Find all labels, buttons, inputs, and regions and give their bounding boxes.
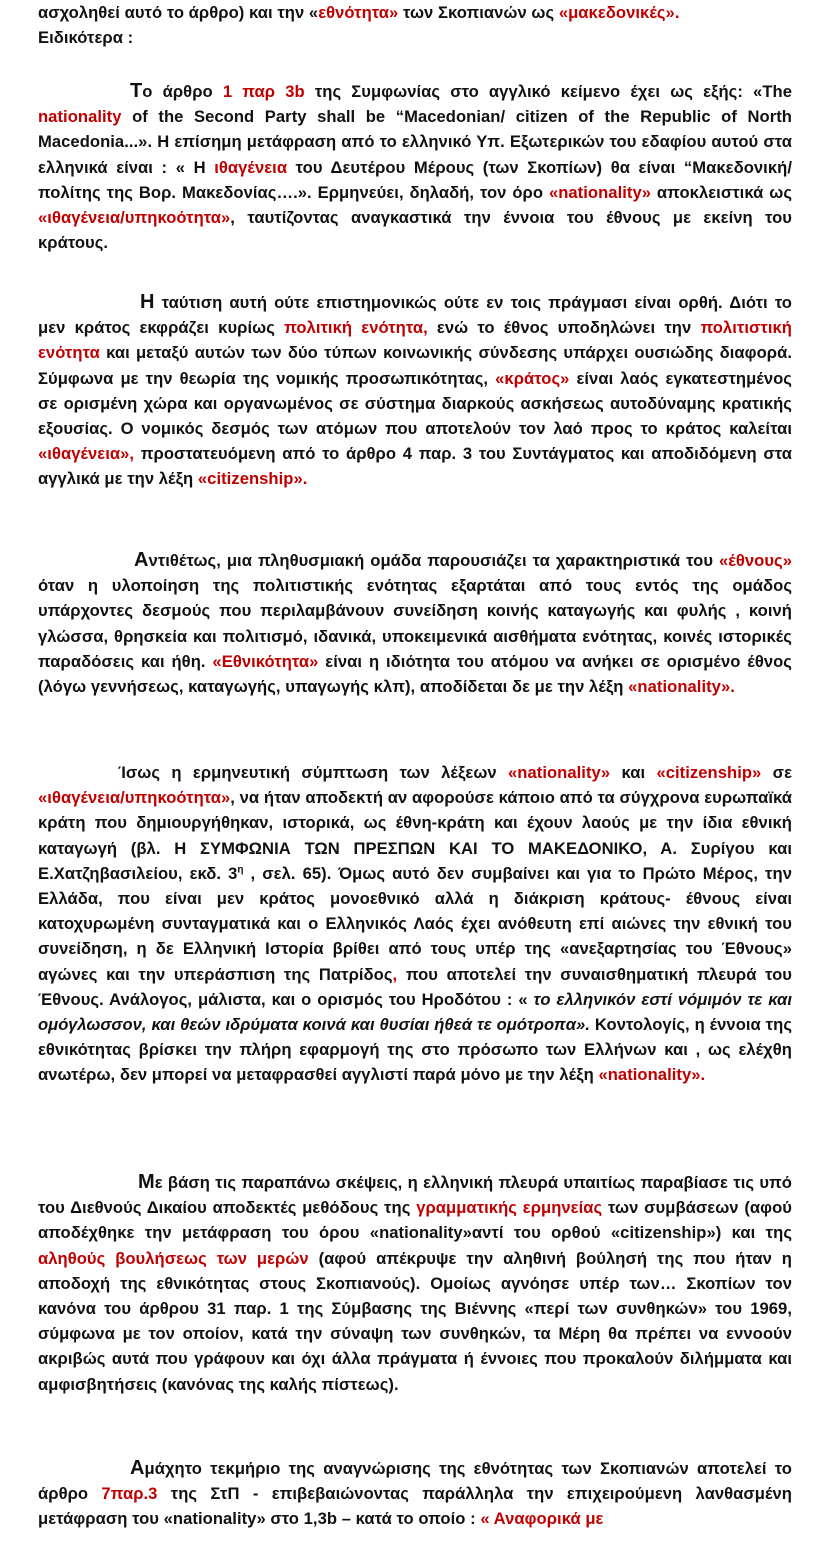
text-run: του Δευτέρου Μέρους (των Σκοπίων) θα είναι “Μακεδονική/ πολίτης της Βορ. Μακεδονίας….». Ερμηνεύει, δηλαδή, τον όρο <box>38 157 792 202</box>
text-run: Ειδικότερα : <box>38 28 134 48</box>
text-run: προστατευόμενη από το άρθρο 4 παρ. 3 του Συντάγματος και αποδιδόμενη στα αγγλικά με την λέξη <box>38 444 792 489</box>
paragraph-interpretation <box>38 760 792 1088</box>
text-run: αποκλειστικά ως <box>651 182 792 202</box>
highlight-term: ιθαγένεια <box>214 157 288 177</box>
herodotus-quote: το ελληνικόν εστί νόμιμόν τε και ομόγλωσσον, και θεών ιδρύματα κοινά και θυσίαι ήθεά τε ομότροπα». <box>38 989 792 1035</box>
highlight-term: «έθνους» <box>719 551 792 570</box>
paragraph-evidence <box>38 1456 792 1532</box>
highlight-term: «nationality». <box>628 677 735 697</box>
text-run: ο άρθρο <box>142 82 223 101</box>
highlight-term: «ιθαγένεια/υπηκοότητα» <box>38 208 231 228</box>
text-run: όταν η υλοποίηση της πολιτιστικής ενότητας εξαρτάται από τους εντός της ομάδος υπάρχοντες δεσμούς που περιλαμβάνουν συνείδηση κοινής καταγωγής και φυλής , κοινή γλώσσα, θρησκεία και πολιτισμό, ιδανικά, υποκειμενικά αισθήματα ενότητας, κοινές ιστορικές παραδόσεις και ήθη. <box>38 576 792 671</box>
highlight-term: « Αναφορικά με <box>480 1509 604 1529</box>
highlight-term: «nationality». <box>598 1065 706 1085</box>
highlight-term: πολιτική ενότητα, <box>284 318 428 338</box>
text-run: Κοντολογίς, η έννοια της εθνικότητας βρίσκει την πλήρη εφαρμογή της στο πρόσωπο των Ελλήνων και , ως ελέχθη ανωτέρω, δεν μπορεί να μεταφρασθεί αγγλιστί παρά μόνο με την λέξη <box>38 1015 792 1085</box>
text-run: ε βάση τις παραπάνω σκέψεις, η ελληνική πλευρά υπαιτίως παραβίασε τις υπό του Διεθνούς Δικαίου αποδεκτές μεθόδους της <box>38 1173 792 1218</box>
text-run: (αφού απέκρυψε την αληθινή βούλησή της που ήταν η αποδοχή της εθνικότητας στους Σκοπιανούς). Ομοίως αγνόησε υπέρ των… Σκοπίων τον κανόνα του άρθρου 31 παρ. 1 της Σύμβασης της Βιέννης «περί των συνθηκών» του 1969, σύμφωνα με τον οποίον, κατά την σύναψη των συνθηκών, τα Μέρη θα πρέπει να εννοούν ακριβώς αυτά που γράφουν και όχι άλλα πράγματα ή έννοιες που προκαλούν διλήμματα και αμφισβητήσεις (κανόνας της καλής πίστεως). <box>38 1248 792 1394</box>
text-run: των Σκοπιανών ως <box>398 3 559 22</box>
highlight-term: «ιθαγένεια/υπηκοότητα» <box>38 788 231 808</box>
text-run: της Συμφωνίας στο αγγλικό κείμενο έχει ως εξής: «The <box>304 82 792 101</box>
highlight-term: «citizenship». <box>197 469 308 489</box>
highlight-term: εθνότητα» <box>318 3 399 22</box>
text-run: ταύτιση αυτή ούτε επιστημονικώς ούτε εν τοις πράγμασι είναι ορθή. Διότι το μεν κράτος εκφράζει κυρίως <box>38 293 792 338</box>
dropcap-letter: Μ <box>138 1171 155 1193</box>
text-run: of the Second Party shall be “Macedonian/ citizen of the Republic of North Macedonia...». Η επίσημη μετάφραση από το ελληνικό Υπ. Εξωτερικών του εδαφίου αυτού στα ελληνικά είναι : « Η <box>38 107 792 177</box>
highlight-term: «μακεδονικές». <box>558 3 680 22</box>
text-run: σε <box>761 763 792 782</box>
dropcap-letter: Η <box>140 291 155 313</box>
text-run: και μεταξύ αυτών των δύο τύπων κοινωνικής σύνδεσης υπάρχει ουσιώδης διαφορά. Σύμφωνα με την θεωρία της νομικής προσωπικότητας, <box>38 343 792 388</box>
highlight-term: γραμματικής ερμηνείας <box>416 1198 603 1218</box>
text-run: ασχοληθεί αυτό το άρθρο) και την « <box>38 3 319 22</box>
text-run: , σελ. 65). Όμως αυτό δεν συμβαίνει και για το Πρώτο Μέρος, την Ελλάδα, που είναι μεν κράτος μονοεθνικό αλλά η διάκριση κράτους- έθνους είναι κατοχυρωμένη συνταγματικά και ο Ελληνικός Λαός έχει ανόθευτη επί αιώνες την εθνική του συνείδηση, η δε Ελληνική Ιστορία βρίθει από τους υπέρ της «ανεξαρτησίας του Έθνους» αγώνες και την υπεράσπιση της Πατρίδος <box>38 863 792 984</box>
text-run: που αποτελεί την συναισθηματική πλευρά του Έθνους. Ανάλογος, μάλιστα, και ο ορισμός του Ηροδότου : « <box>38 964 792 1009</box>
text-run: μάχητο τεκμήριο της αναγνώρισης της εθνότητας των Σκοπιανών αποτελεί το άρθρο <box>38 1459 792 1504</box>
highlight-term: 7παρ.3 <box>101 1484 158 1504</box>
text-run: ντιθέτως, μια πληθυσμιακή ομάδα παρουσιάζει τα χαρακτηριστικά του <box>148 551 720 570</box>
highlight-term: «Εθνικότητα» <box>212 651 319 671</box>
text-run: και <box>610 763 657 782</box>
highlight-term: «nationality» <box>508 763 611 782</box>
paragraph-article-1 <box>38 79 792 255</box>
text-run: , να ήταν αποδεκτή αν αφορούσε κάποιο από τα σύγχρονα ευρωπαϊκά κράτη που δημιουργήθηκαν, ιστορικά, ως έθνη-κράτη και έχουν λαούς με την ίδια εθνική καταγωγή (βλ. Η ΣΥΜΦΩΝΙΑ ΤΩΝ ΠΡΕΣΠΩΝ ΚΑΙ ΤΟ ΜΑΚΕΔΟΝΙΚΟ, Α. Συρίγου και Ε.Χατζηβασιλείου, εκδ. 3 <box>38 788 792 883</box>
text-run: Ίσως η ερμηνευτική σύμπτωση των λέξεων <box>118 763 509 782</box>
highlight-term: «citizenship» <box>656 763 762 782</box>
highlight-term: «nationality» <box>548 182 652 202</box>
text-run: είναι η ιδιότητα του ατόμου να ανήκει σε ορισμένο έθνος (λόγω γεννήσεως, καταγωγής, υπαγωγής κλπ), αποδίδεται δε με την λέξη <box>38 651 792 697</box>
paragraph-state-vs-nation <box>38 290 792 492</box>
dropcap-letter: Τ <box>130 80 143 102</box>
highlight-term: πολιτιστική ενότητα <box>38 318 792 363</box>
highlight-term: 1 παρ 3b <box>222 82 305 101</box>
paragraph-violation <box>38 1170 792 1397</box>
text-run: της ΣτΠ - επιβεβαιώνοντας παράλληλα την επιχειρούμενη λανθασμένη μετάφραση του «nationality» στο 1,3b – κατά το οποίο : <box>38 1484 792 1529</box>
highlight-term: «ιθαγένεια», <box>38 444 135 464</box>
text-run: των συμβάσεων (αφού αποδέχθηκε την μετάφραση του όρου «nationality»αντί του ορθού «citizenship») και της <box>38 1198 792 1243</box>
paragraph-intro-end <box>38 0 679 50</box>
superscript: η <box>237 864 244 876</box>
text-run: είναι λαός εγκατεστημένος σε ορισμένη χώρα και οργανωμένος σε σύστημα διαρκούς ασκήσεως αυτοδύναμης κρατικής εξουσίας. Ο νομικός δεσμός των ατόμων που αποτελούν τον λαό προς το κράτος καλείται <box>38 368 792 439</box>
text-run: ενώ το έθνος υποδηλώνει την <box>427 318 701 338</box>
text-run: , ταυτίζοντας αναγκαστικά την έννοια του έθνους με εκείνη του κράτους. <box>38 208 792 253</box>
highlight-term: «κράτος» <box>495 368 570 388</box>
dropcap-letter: Α <box>134 549 149 571</box>
paragraph-nation-definition <box>38 548 792 699</box>
highlight-term: nationality <box>38 107 122 127</box>
highlight-term: αληθούς βουλήσεως των μερών <box>38 1248 309 1268</box>
highlight-term: , <box>392 964 398 984</box>
dropcap-letter: Α <box>130 1457 145 1479</box>
